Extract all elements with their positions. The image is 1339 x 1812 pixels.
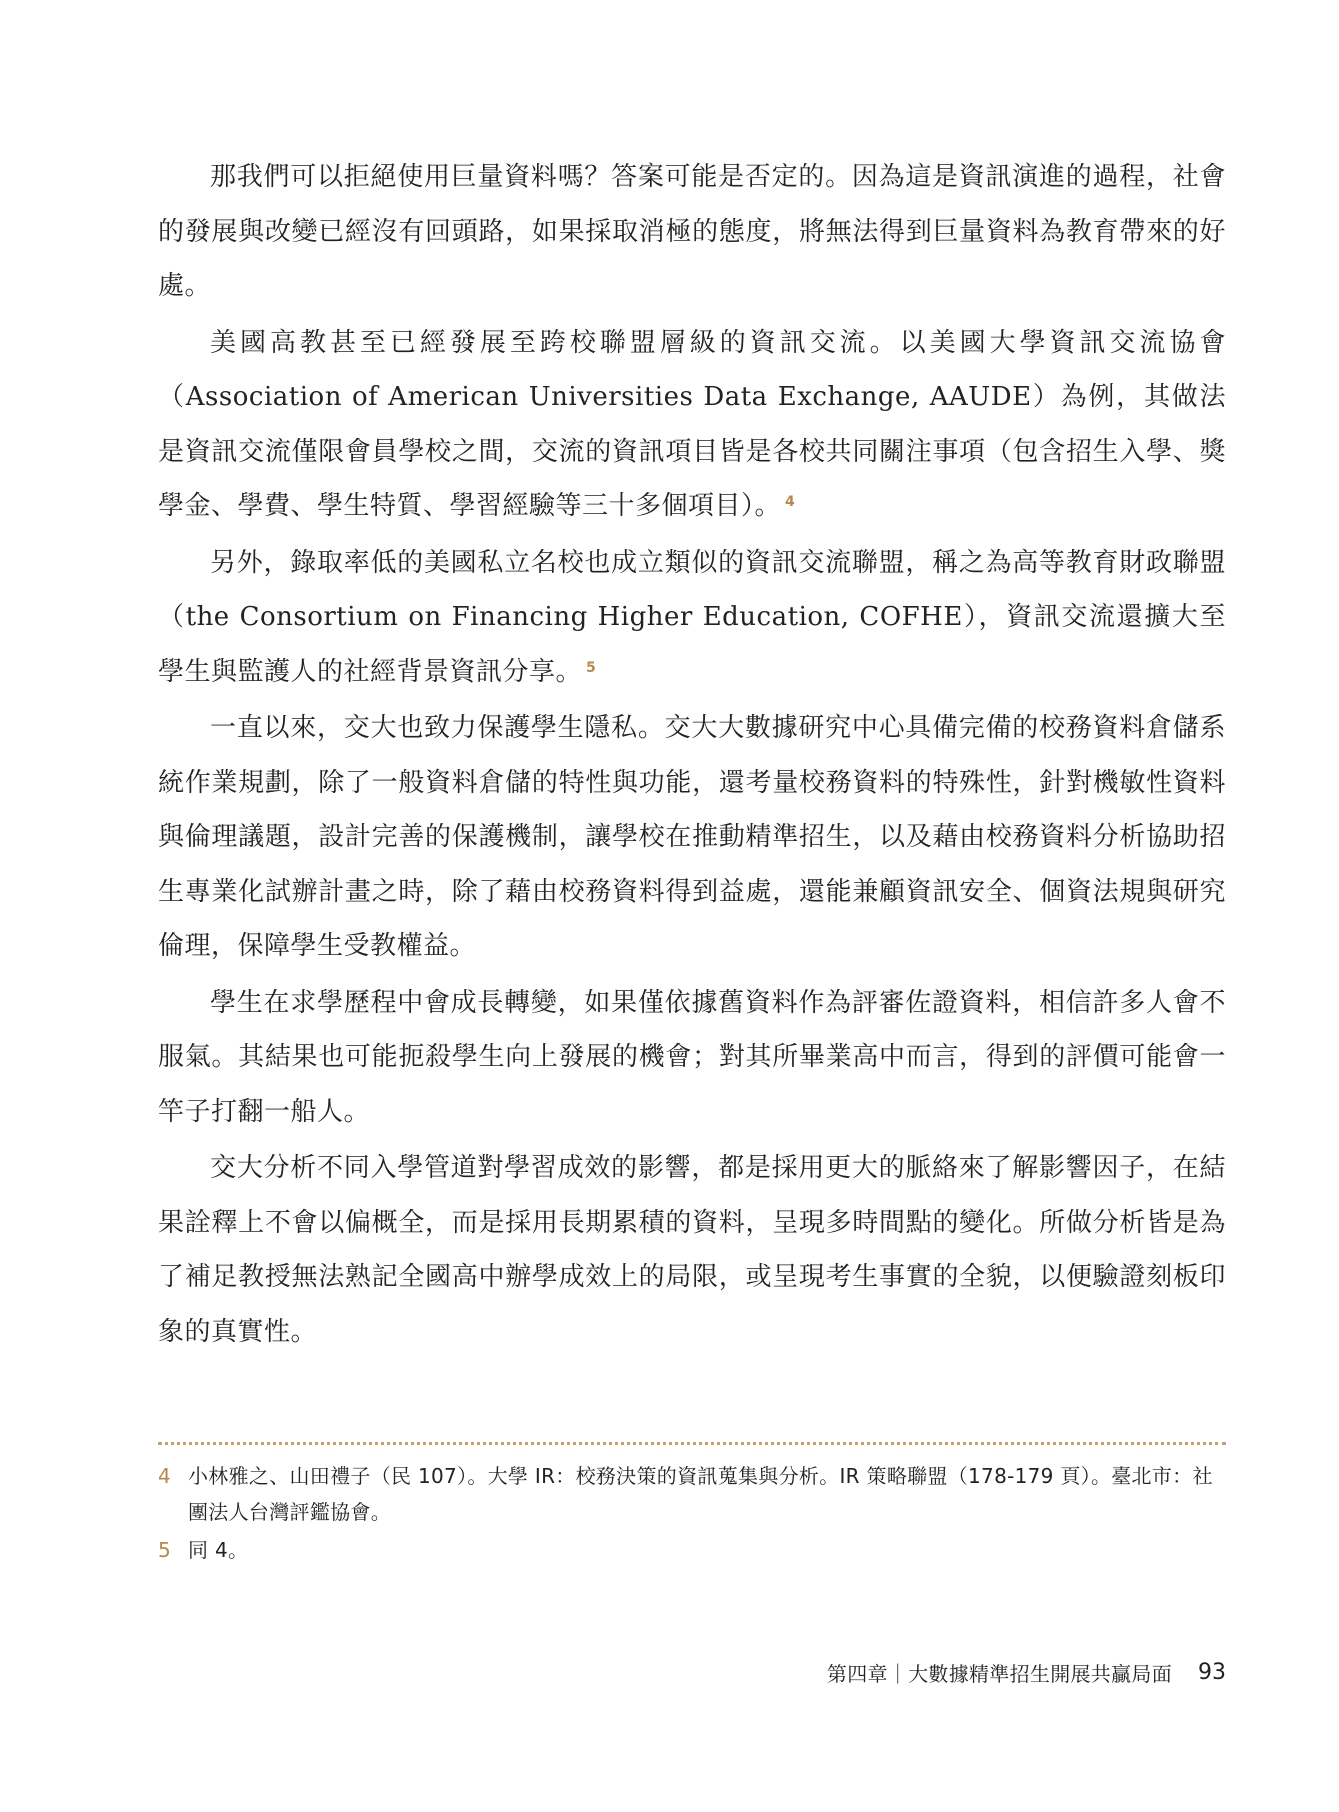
paragraph-4 xyxy=(158,701,1226,974)
chapter-title: 第四章｜大數據精準招生開展共贏局面 xyxy=(826,1662,1172,1686)
page-footer xyxy=(158,1658,1226,1687)
main-text xyxy=(158,150,1226,1361)
footnote-text: 同 4。 xyxy=(188,1538,249,1562)
paragraph-2-text: 美國高教甚至已經發展至跨校聯盟層級的資訊交流。以美國大學資訊交流協會（Association of American Universities Data Exchange, AAUDE）為例，其做法是資訊交流僅限會員學校之間，交流的資訊項目皆是各校共同關注事項（包含招生入學、獎學金、學費、學生特質、學習經驗等三十多個項目）。 xyxy=(158,327,1226,521)
paragraph-2 xyxy=(158,316,1226,534)
footnote-text: 小林雅之、山田禮子（民 107）。大學 IR：校務決策的資訊蒐集與分析。IR 策略聯盟（178-179 頁）。臺北市：社團法人台灣評鑑協會。 xyxy=(188,1464,1213,1524)
footnotes xyxy=(158,1458,1226,1570)
paragraph-6-text: 交大分析不同入學管道對學習成效的影響，都是採用更大的脈絡來了解影響因子，在結果詮釋上不會以偏概全，而是採用長期累積的資料，呈現多時間點的變化。所做分析皆是為了補足教授無法熟記全國高中辦學成效上的局限，或呈現考生事實的全貌，以便驗證刻板印象的真實性。 xyxy=(158,1153,1226,1347)
footnote-divider xyxy=(158,1442,1226,1445)
paragraph-6 xyxy=(158,1141,1226,1359)
footnote-4 xyxy=(158,1458,1226,1530)
footnote-number: 5 xyxy=(158,1538,171,1562)
paragraph-5 xyxy=(158,976,1226,1140)
footnote-5 xyxy=(158,1532,1226,1568)
page-number: 93 xyxy=(1198,1660,1226,1685)
paragraph-1 xyxy=(158,150,1226,314)
footnote-number: 4 xyxy=(158,1464,171,1488)
paragraph-3-text: 另外，錄取率低的美國私立名校也成立類似的資訊交流聯盟，稱之為高等教育財政聯盟（the Consortium on Financing Higher Education, COFHE），資訊交流還擴大至學生與監護人的社經背景資訊分享。 xyxy=(158,547,1226,687)
footnote-ref-4[interactable]: 4 xyxy=(785,494,796,510)
paragraph-5-text: 學生在求學歷程中會成長轉變，如果僅依據舊資料作為評審佐證資料，相信許多人會不服氣。其結果也可能扼殺學生向上發展的機會；對其所畢業高中而言，得到的評價可能會一竿子打翻一船人。 xyxy=(158,987,1226,1127)
footnote-ref-5[interactable]: 5 xyxy=(586,659,597,676)
paragraph-4-text: 一直以來，交大也致力保護學生隱私。交大大數據研究中心具備完備的校務資料倉儲系統作業規劃，除了一般資料倉儲的特性與功能，還考量校務資料的特殊性，針對機敏性資料與倫理議題，設計完善的保護機制，讓學校在推動精準招生，以及藉由校務資料分析協助招生專業化試辦計畫之時，除了藉由校務資料得到益處，還能兼顧資訊安全、個資法規與研究倫理，保障學生受教權益。 xyxy=(158,713,1226,961)
paragraph-1-text: 那我們可以拒絕使用巨量資料嗎？答案可能是否定的。因為這是資訊演進的過程，社會的發展與改變已經沒有回頭路，如果採取消極的態度，將無法得到巨量資料為教育帶來的好處。 xyxy=(158,162,1226,301)
paragraph-3 xyxy=(158,536,1226,700)
